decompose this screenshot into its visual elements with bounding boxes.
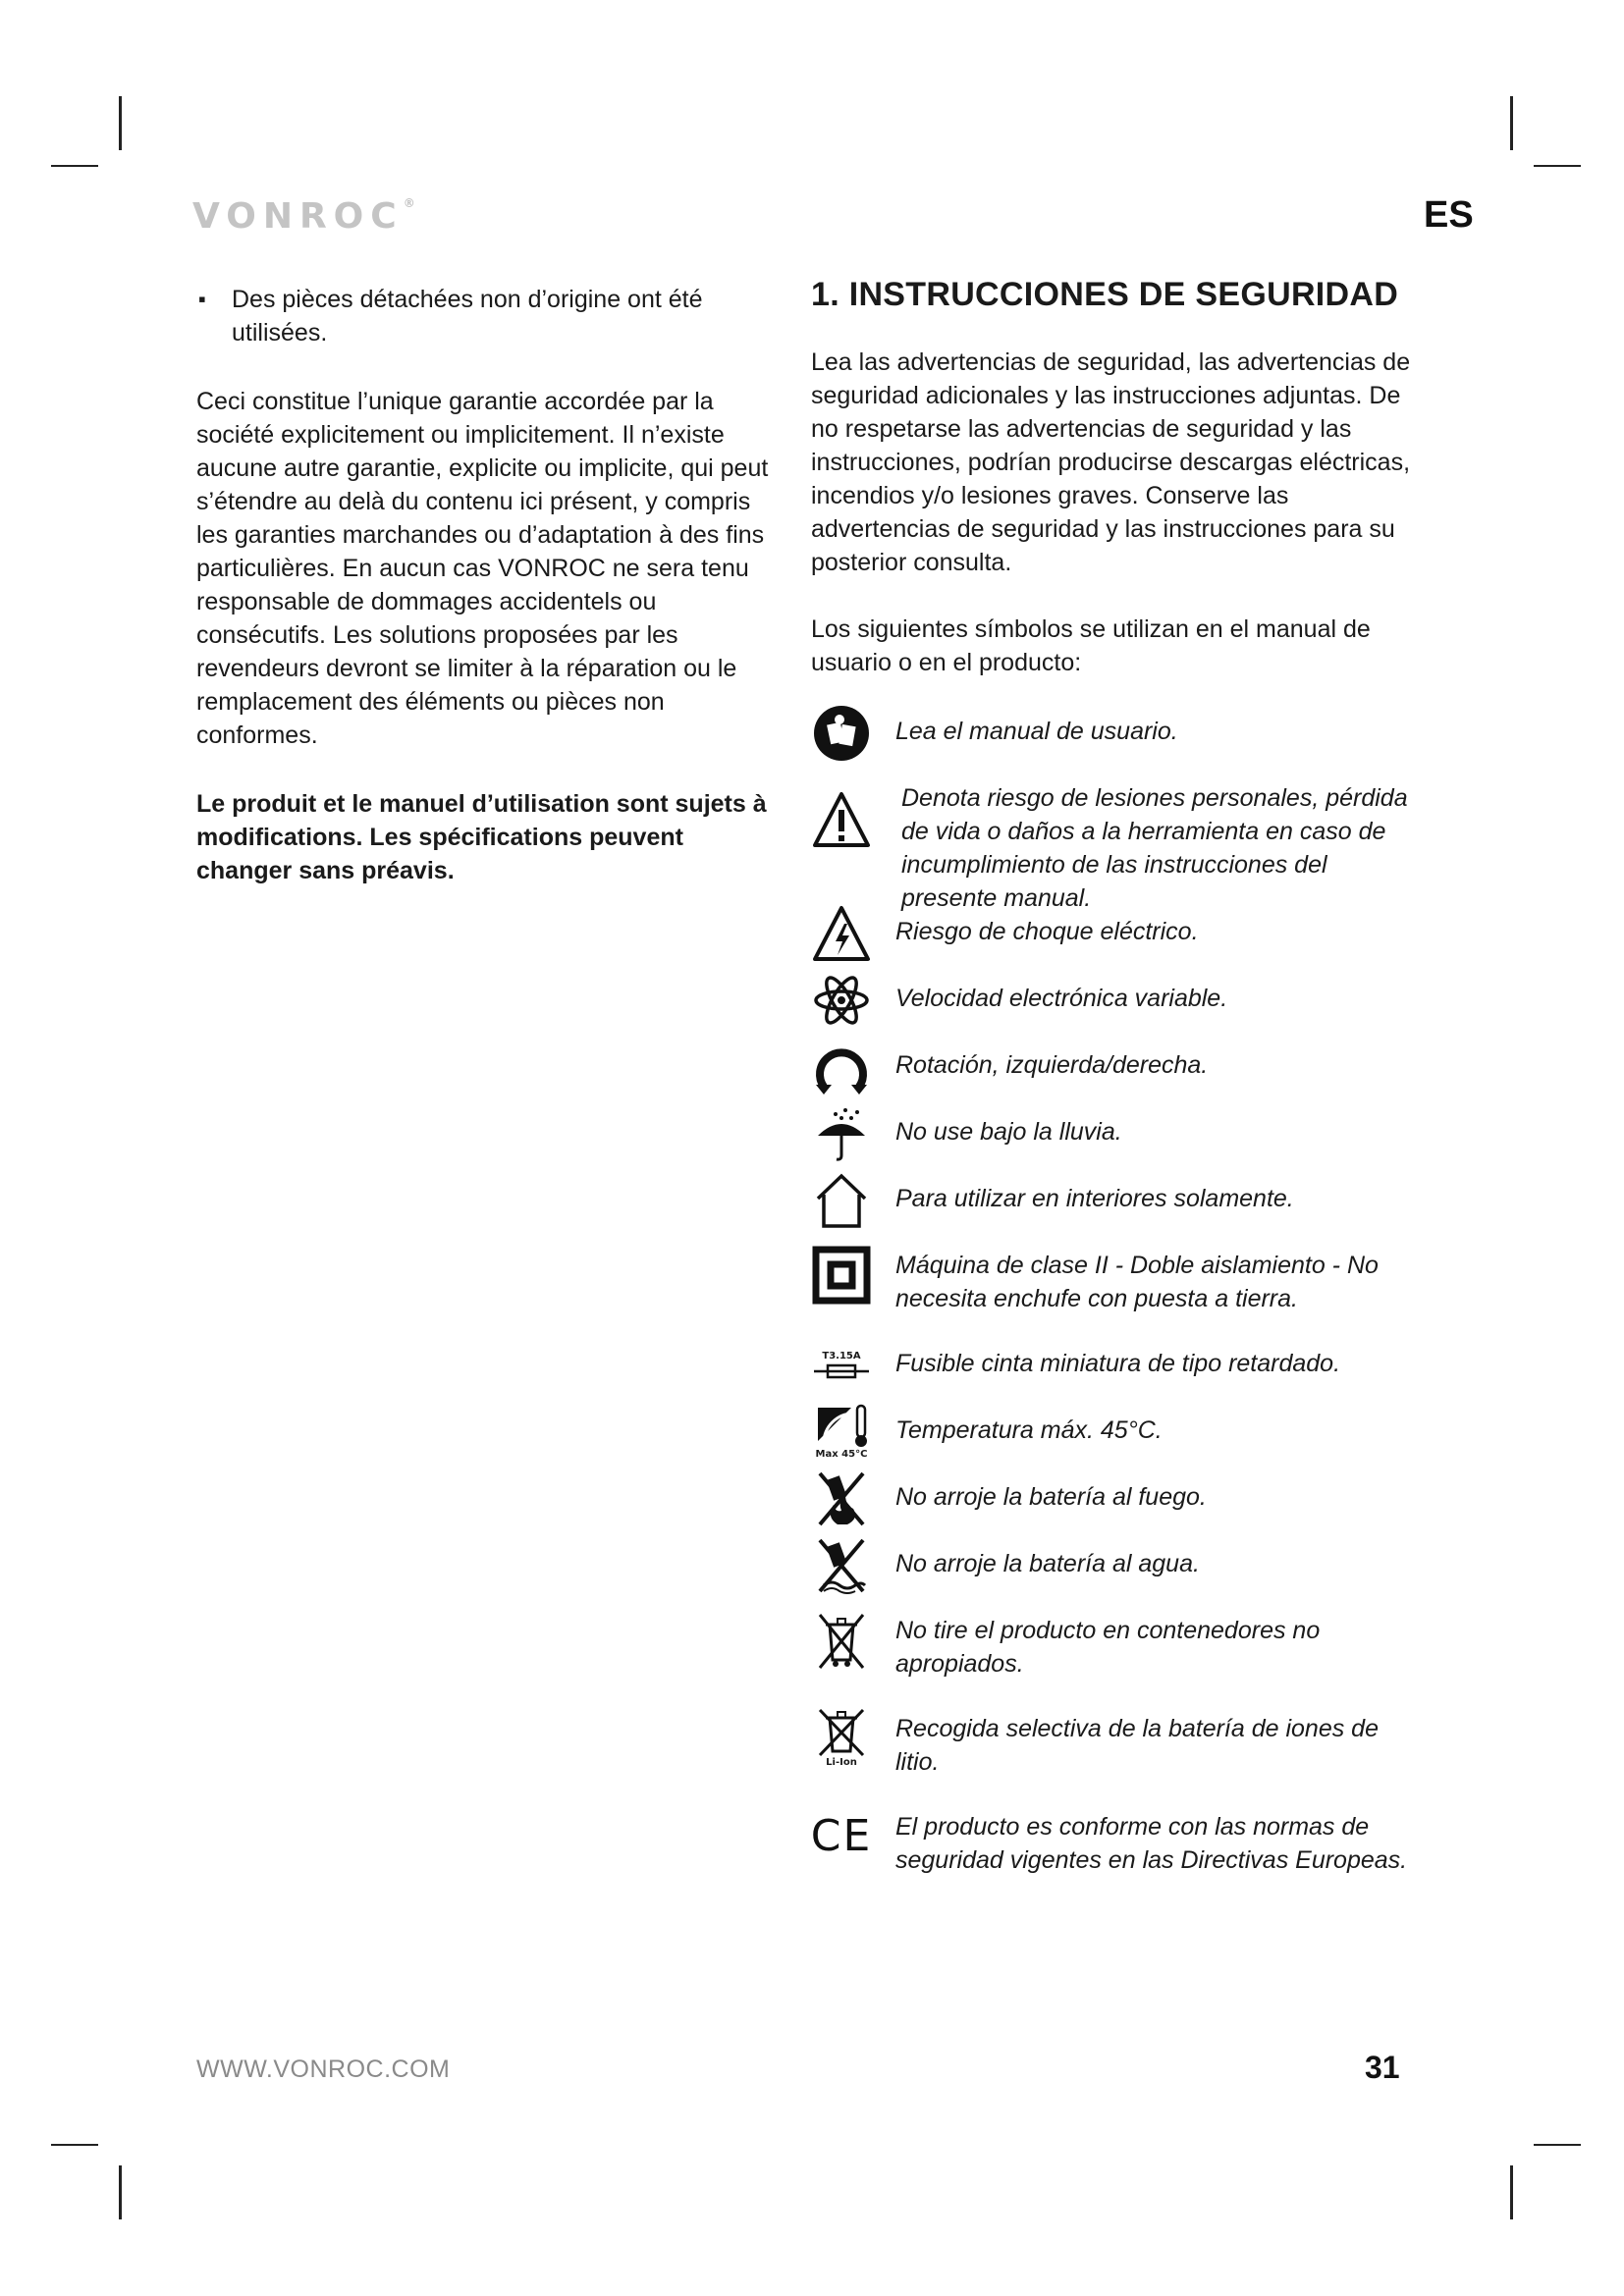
symbol-text: Rotación, izquierda/derecha.	[895, 1051, 1209, 1079]
crossed-bin-icon	[811, 1610, 872, 1671]
symbol-row	[811, 1335, 1412, 1402]
symbol-text: Máquina de clase II - Doble aislamiento - No necesita enchufe con puesta a tierra.	[895, 1252, 1379, 1312]
warning-triangle-icon	[811, 789, 872, 850]
crop-mark	[1534, 2144, 1581, 2146]
class-ii-icon	[811, 1245, 872, 1306]
symbol-row	[811, 1468, 1412, 1535]
symbol-row	[811, 1170, 1412, 1237]
symbol-text: No use bajo la lluvia.	[895, 1118, 1122, 1146]
symbol-text: No arroje la batería al fuego.	[895, 1483, 1207, 1511]
crop-mark	[51, 165, 98, 167]
indoor-use-icon	[811, 1170, 872, 1231]
language-code: ES	[1424, 194, 1474, 236]
warranty-paragraph: Ceci constitue l’unique garantie accordée par la société explicitement ou implicitement. Il n’existe aucune autre garantie, explicite ou implicite, qui peut s’étendre au delà du contenu ici présent, y compris les garanties marchandes ou d’adaptation à des fins particulières. En aucun cas VONROC ne sera tenu responsable de dommages accidentels ou consécutifs. Les solutions proposées par les revendeurs devront se limiter à la réparation ou le remplacement des éléments ou pièces non conformes.	[196, 388, 769, 749]
crop-mark	[1534, 165, 1581, 167]
safety-intro-paragraph: Lea las advertencias de seguridad, las advertencias de seguridad adicionales y las instrucciones adjuntas. De no respetarse las advertencias de seguridad y las instrucciones, podrían producirse descargas eléctricas, incendios y/o lesiones graves. Conserve las advertencias de seguridad y las instrucciones para su posterior consulta.	[811, 348, 1411, 576]
section-heading: 1. INSTRUCCIONES DE SEGURIDAD	[811, 276, 1399, 313]
symbol-row	[811, 1103, 1412, 1170]
electric-shock-icon	[811, 903, 872, 964]
symbol-text: Temperatura máx. 45°C.	[895, 1416, 1163, 1444]
symbol-row	[811, 1402, 1412, 1468]
symbol-text: Recogida selectiva de la batería de iones de litio.	[895, 1715, 1379, 1776]
bullet-marker: ▪	[198, 287, 206, 311]
symbol-text: No tire el producto en contenedores no apropiados.	[895, 1617, 1321, 1678]
symbol-row	[811, 1700, 1412, 1798]
symbol-row	[811, 770, 1412, 912]
crop-mark	[1510, 96, 1513, 150]
symbol-text: Fusible cinta miniatura de tipo retardado.	[895, 1350, 1341, 1377]
right-column	[811, 275, 1412, 1896]
crop-mark	[1510, 2165, 1513, 2219]
footer-url: WWW.VONROC.COM	[196, 2056, 451, 2083]
crop-mark	[119, 2165, 122, 2219]
fuse-icon	[811, 1335, 872, 1396]
no-water-icon	[811, 1535, 872, 1596]
list-item	[196, 283, 784, 349]
symbol-text: El producto es conforme con las normas de seguridad vigentes en las Directivas Europeas.	[895, 1813, 1408, 1874]
max-temperature-label: Max 45°C	[815, 1449, 868, 1460]
max-temperature-icon	[811, 1402, 872, 1463]
variable-speed-icon	[811, 970, 872, 1031]
symbol-text: Denota riesgo de lesiones personales, pérdida de vida o daños a la herramienta en caso de incumplimiento de las instrucciones del presente manual.	[901, 784, 1408, 912]
no-rain-icon	[811, 1103, 872, 1164]
symbols-intro-paragraph: Los siguientes símbolos se utilizan en el manual de usuario o en el producto:	[811, 615, 1371, 676]
page-number: 31	[1365, 2050, 1400, 2085]
symbol-text: Velocidad electrónica variable.	[895, 985, 1228, 1012]
brand-logo: VONROC®	[192, 196, 415, 237]
symbol-row	[811, 1602, 1412, 1700]
ce-mark-icon	[811, 1806, 872, 1867]
symbol-row	[811, 903, 1412, 970]
symbol-text: Para utilizar en interiores solamente.	[895, 1185, 1294, 1212]
symbol-row	[811, 703, 1412, 770]
symbol-row	[811, 1535, 1412, 1602]
left-column	[196, 283, 784, 887]
modification-notice: Le produit et le manuel d’utilisation sont sujets à modifications. Les spécifications peuvent changer sans préavis.	[196, 790, 767, 884]
no-fire-icon	[811, 1468, 872, 1529]
li-ion-label: Li-Ion	[826, 1757, 857, 1768]
read-manual-icon	[811, 703, 872, 764]
bullet-text: Des pièces détachées non d’origine ont été utilisées.	[232, 286, 703, 347]
li-ion-bin-icon	[811, 1708, 872, 1769]
symbol-text: Riesgo de choque eléctrico.	[895, 918, 1199, 945]
symbol-row	[811, 1037, 1412, 1103]
symbols-list	[811, 703, 1412, 1896]
crop-mark	[119, 96, 122, 150]
fuse-rating-label: T3.15A	[822, 1351, 861, 1362]
crop-mark	[51, 2144, 98, 2146]
symbol-row	[811, 1237, 1412, 1335]
symbol-text: No arroje la batería al agua.	[895, 1550, 1200, 1577]
symbol-row	[811, 970, 1412, 1037]
symbol-text: Lea el manual de usuario.	[895, 718, 1178, 745]
rotation-icon	[811, 1037, 872, 1097]
ce-mark-label: CE	[810, 1811, 873, 1861]
symbol-row	[811, 1798, 1412, 1896]
